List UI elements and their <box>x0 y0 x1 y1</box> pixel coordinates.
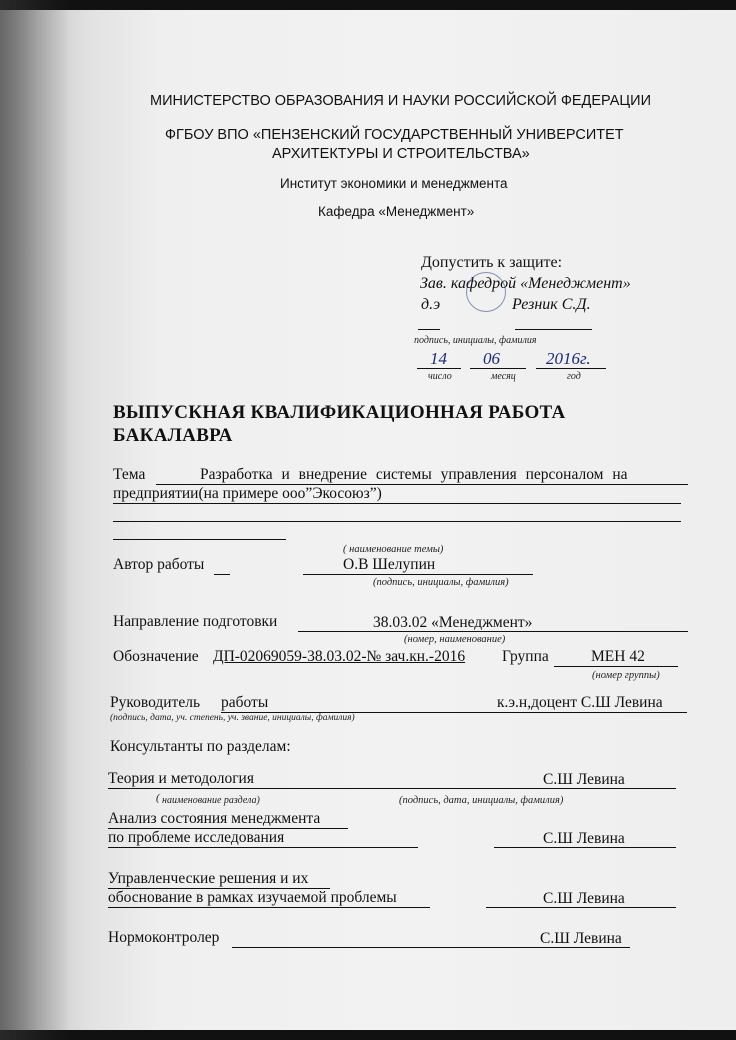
signature-mark <box>466 272 506 312</box>
group-caption: (номер группы) <box>592 670 660 681</box>
direction-label: Направление подготовки <box>113 613 278 630</box>
designation-value: ДП-02069059-38.03.02-№ зач.кн.-2016 <box>213 648 466 665</box>
group-value: МЕН 42 <box>591 648 645 665</box>
supervisor-caption: (подпись, дата, уч. степень, уч. звание, инициалы, фамилия) <box>110 713 355 723</box>
consultant-2-name: С.Ш Левина <box>543 830 625 847</box>
signature-line-a <box>418 329 440 330</box>
supervisor-value: к.э.н,доцент С.Ш Левина <box>497 694 663 711</box>
consultant-3-section-line-1: Управленческие решения и их <box>108 870 309 887</box>
university-line-1: ФГБОУ ВПО «ПЕНЗЕНСКИЙ ГОСУДАРСТВЕННЫЙ УНИВЕРСИТЕТ <box>165 127 624 143</box>
topic-label: Тема <box>113 466 146 483</box>
head-of-department-title: Зав. кафедрой «Менеджмент» <box>420 275 631 292</box>
direction-caption: (номер, наименование) <box>404 634 506 645</box>
topic-underline-3 <box>113 521 681 522</box>
consultant-2-underline-2 <box>108 847 418 848</box>
signature-caption: подпись, инициалы, фамилия <box>414 335 537 346</box>
author-label: Автор работы <box>113 556 205 573</box>
consultants-label: Консультанты по разделам: <box>110 738 291 755</box>
document-title-line-1: ВЫПУСКНАЯ КВАЛИФИКАЦИОННАЯ РАБОТА <box>113 402 566 423</box>
department-name: Кафедра «Менеджмент» <box>318 204 475 219</box>
consultant-caption-prefix: ( <box>156 792 160 804</box>
date-month: 06 <box>483 349 500 368</box>
date-year: 2016г. <box>546 349 591 368</box>
consultant-1-name: С.Ш Левина <box>543 771 625 788</box>
scan-left-shadow <box>0 0 70 1040</box>
author-name: О.В Шелупин <box>343 556 436 573</box>
consultant-3-section-line-2: обоснование в рамках изучаемой проблемы <box>108 889 397 906</box>
ministry-heading: МИНИСТЕРСТВО ОБРАЗОВАНИЯ И НАУКИ РОССИЙСКОЙ ФЕДЕРАЦИИ <box>150 93 651 109</box>
caption-month: месяц <box>491 371 516 382</box>
scan-top-edge <box>0 0 736 10</box>
date-day-line <box>417 368 461 369</box>
group-underline <box>554 666 678 667</box>
author-line-a <box>214 574 230 575</box>
caption-year: год <box>567 371 581 382</box>
consultant-2-section-line-2: по проблеме исследования <box>108 829 285 846</box>
date-month-line <box>470 368 526 369</box>
consultant-caption-sign: (подпись, дата, инициалы, фамилия) <box>399 795 564 806</box>
supervisor-label-2: работы <box>221 694 269 711</box>
signature-line-b <box>515 329 592 330</box>
designation-label: Обозначение <box>113 648 199 665</box>
supervisor-label: Руководитель <box>110 694 201 711</box>
direction-value: 38.03.02 «Менеджмент» <box>373 614 533 631</box>
consultant-caption-section: наименование раздела) <box>162 795 260 806</box>
author-caption: (подпись, инициалы, фамилия) <box>373 577 509 588</box>
head-name: Резник С.Д. <box>512 296 591 313</box>
document-title-line-2: БАКАЛАВРА <box>113 425 233 446</box>
consultant-3-name: С.Ш Левина <box>543 890 625 907</box>
head-degree: д.э <box>421 296 441 313</box>
consultant-2-section-line-1: Анализ состояния менеджмента <box>108 810 321 827</box>
admit-to-defense: Допустить к защите: <box>421 254 563 271</box>
topic-underline-4 <box>113 539 286 540</box>
author-line-b <box>303 574 533 575</box>
university-line-2: АРХИТЕКТУРЫ И СТРОИТЕЛЬСТВА» <box>272 146 530 162</box>
topic-line-1: Разработка и внедрение системы управления персоналом на <box>200 466 628 483</box>
group-label: Группа <box>502 648 549 665</box>
normcontrol-label: Нормоконтролер <box>108 929 220 946</box>
topic-line-2: предприятии(на примере ооо”Экосоюз”) <box>113 485 382 502</box>
consultant-1-section: Теория и методология <box>108 770 254 787</box>
normcontrol-name: С.Ш Левина <box>540 930 622 947</box>
consultant-3-underline-2 <box>108 907 430 908</box>
date-year-line <box>536 368 606 369</box>
date-day: 14 <box>430 349 447 368</box>
institute-name: Институт экономики и менеджмента <box>280 176 508 191</box>
topic-caption: ( наименование темы) <box>343 544 444 555</box>
topic-underline-2 <box>113 503 681 504</box>
caption-day: число <box>428 371 452 382</box>
scan-bottom-edge <box>0 1030 736 1040</box>
